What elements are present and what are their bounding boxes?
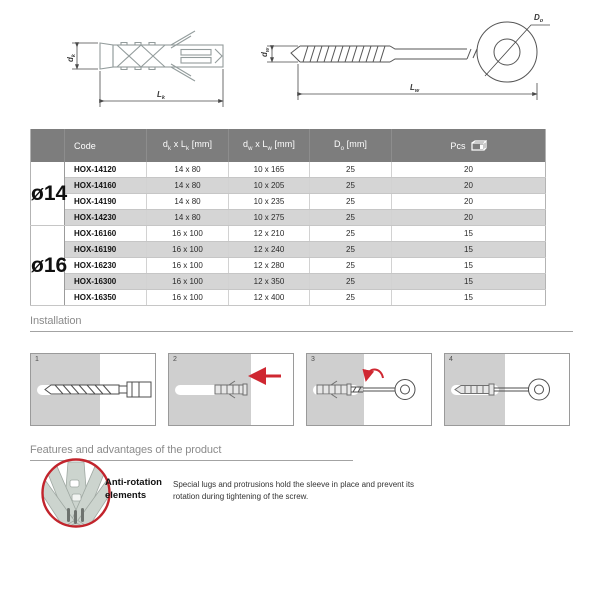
step-number: 2 xyxy=(173,356,177,363)
anti-rotation-lugs-icon xyxy=(39,456,113,530)
eye-dia-cell: 25 xyxy=(310,162,392,178)
code-cell: HOX-14120 xyxy=(65,162,147,178)
screw-dims-cell: 10 x 275 xyxy=(229,210,310,226)
screw-dims-cell: 10 x 165 xyxy=(229,162,310,178)
plug-dimensions xyxy=(72,43,223,107)
screw-dims-cell: 12 x 280 xyxy=(229,258,310,274)
eye-diameter-column-header: $D_o$ [mm] xyxy=(310,129,392,162)
code-cell: HOX-16160 xyxy=(65,226,147,242)
screw-l-dimension-label: $L_w$ xyxy=(410,83,420,94)
screw-dims-cell: 10 x 235 xyxy=(229,194,310,210)
code-cell: HOX-14190 xyxy=(65,194,147,210)
table-row xyxy=(31,210,546,226)
installation-step-2 xyxy=(168,353,294,426)
pcs-cell: 15 xyxy=(392,242,546,258)
installation-step-3 xyxy=(306,353,432,426)
plug-dims-cell: 16 x 100 xyxy=(147,226,229,242)
step-number: 3 xyxy=(311,356,315,363)
insert-plug-icon xyxy=(169,354,293,425)
feature-name: Anti-rotation elements xyxy=(105,477,162,501)
eye-dia-cell: 25 xyxy=(310,242,392,258)
table-row xyxy=(31,258,546,274)
pcs-cell: 15 xyxy=(392,258,546,274)
screw-dims-cell: 12 x 350 xyxy=(229,274,310,290)
diameter-group-label: ø14 xyxy=(31,162,65,226)
plug-dims-cell: 16 x 100 xyxy=(147,274,229,290)
installation-divider xyxy=(30,331,573,332)
pcs-cell: 20 xyxy=(392,162,546,178)
installed-hook-icon xyxy=(445,354,569,425)
box-icon xyxy=(471,140,487,151)
plug-dims-cell: 16 x 100 xyxy=(147,290,229,306)
code-cell: HOX-16300 xyxy=(65,274,147,290)
eye-dia-cell: 25 xyxy=(310,178,392,194)
screw-dims-column-header: $d_w$ x $L_w$ [mm] xyxy=(229,129,310,162)
code-cell: HOX-14160 xyxy=(65,178,147,194)
screw-dims-cell: 12 x 240 xyxy=(229,242,310,258)
pcs-cell: 20 xyxy=(392,210,546,226)
installation-section-title: Installation xyxy=(30,315,82,327)
diameter-group-label: ø16 xyxy=(31,226,65,306)
screw-d-dimension-label: $d_w$ xyxy=(260,47,271,57)
eye-dia-cell: 25 xyxy=(310,290,392,306)
pcs-column-header: Pcs xyxy=(392,129,546,162)
pcs-cell: 15 xyxy=(392,290,546,306)
code-cell: HOX-16190 xyxy=(65,242,147,258)
plug-body-drawing xyxy=(100,31,223,81)
eye-screw-technical-drawing xyxy=(255,3,555,105)
table-header-row xyxy=(31,129,546,162)
pcs-cell: 20 xyxy=(392,178,546,194)
pcs-cell: 15 xyxy=(392,274,546,290)
table-row xyxy=(31,226,546,242)
feature-description: Special lugs and protrusions hold the sleeve in place and prevent its rotation during tightening of the screw. xyxy=(173,480,415,501)
drill-hole-icon xyxy=(31,354,155,425)
plug-dims-cell: 14 x 80 xyxy=(147,162,229,178)
screw-in-hook-icon xyxy=(307,354,431,425)
features-section-title: Features and advantages of the product xyxy=(30,444,222,456)
eye-dia-cell: 25 xyxy=(310,226,392,242)
step-number: 4 xyxy=(449,356,453,363)
eye-dia-cell: 25 xyxy=(310,258,392,274)
eye-diameter-label: $D_o$ xyxy=(534,13,544,24)
screw-body-drawing xyxy=(291,22,537,82)
plug-l-dimension-label: $L_k$ xyxy=(157,90,165,101)
plug-dims-cell: 14 x 80 xyxy=(147,210,229,226)
code-cell: HOX-14230 xyxy=(65,210,147,226)
code-cell: HOX-16350 xyxy=(65,290,147,306)
table-row xyxy=(31,162,546,178)
plug-d-dimension-label: $d_k$ xyxy=(66,54,77,62)
screw-dims-cell: 12 x 400 xyxy=(229,290,310,306)
plug-technical-drawing xyxy=(25,8,240,113)
installation-step-4 xyxy=(444,353,570,426)
group-column-header xyxy=(31,129,65,162)
eye-dia-cell: 25 xyxy=(310,194,392,210)
plug-dims-cell: 14 x 80 xyxy=(147,178,229,194)
table-row xyxy=(31,290,546,306)
pcs-cell: 15 xyxy=(392,226,546,242)
plug-dims-cell: 16 x 100 xyxy=(147,242,229,258)
code-cell: HOX-16230 xyxy=(65,258,147,274)
installation-step-1 xyxy=(30,353,156,426)
plug-dims-cell: 14 x 80 xyxy=(147,194,229,210)
table-row xyxy=(31,178,546,194)
eye-dia-cell: 25 xyxy=(310,210,392,226)
screw-dims-cell: 10 x 205 xyxy=(229,178,310,194)
code-column-header: Code xyxy=(65,129,147,162)
table-row xyxy=(31,194,546,210)
pcs-cell: 20 xyxy=(392,194,546,210)
table-row xyxy=(31,242,546,258)
product-spec-table xyxy=(30,129,546,306)
eye-dia-cell: 25 xyxy=(310,274,392,290)
step-number: 1 xyxy=(35,356,39,363)
screw-dims-cell: 12 x 210 xyxy=(229,226,310,242)
table-row xyxy=(31,274,546,290)
plug-dims-column-header: $d_k$ x $L_k$ [mm] xyxy=(147,129,229,162)
plug-dims-cell: 16 x 100 xyxy=(147,258,229,274)
